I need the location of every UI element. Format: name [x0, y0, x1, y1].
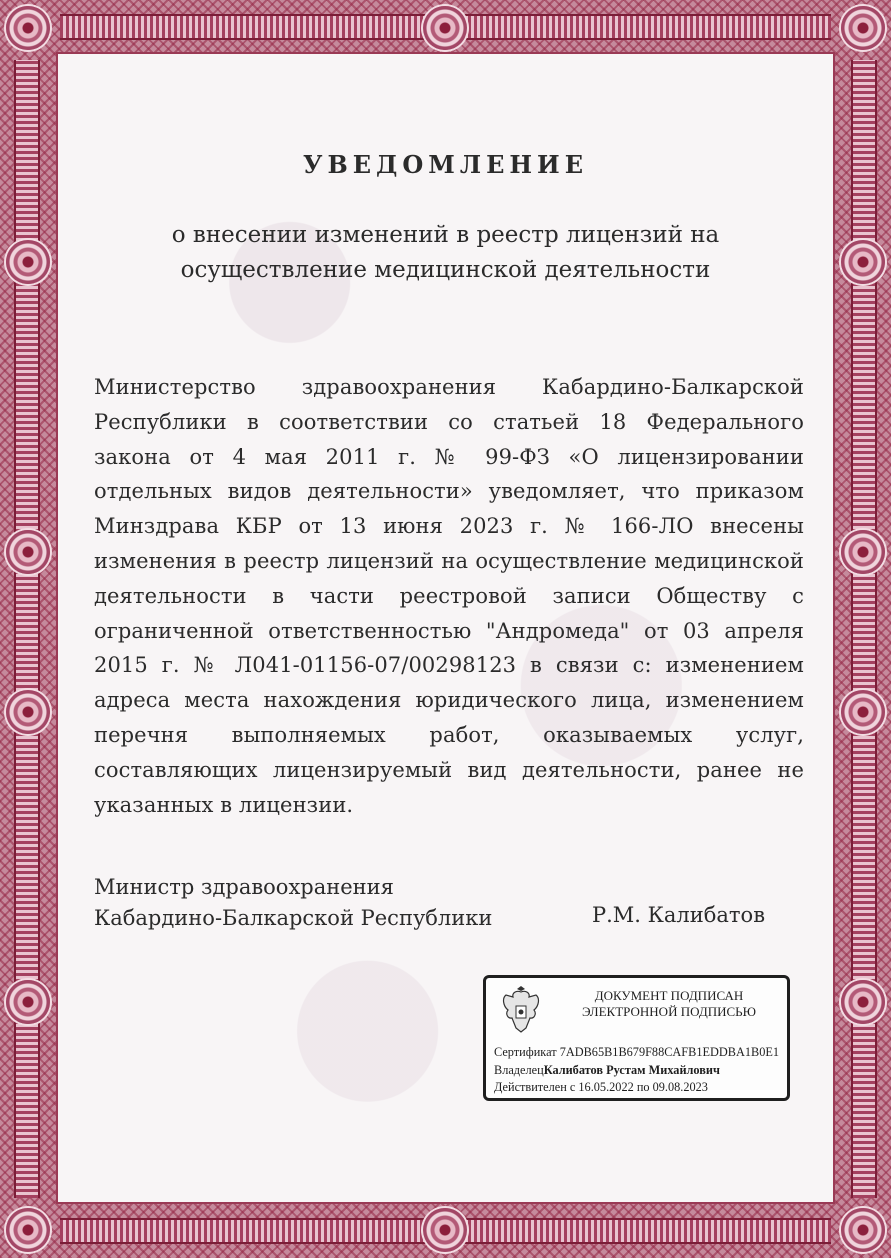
rosette-icon: [6, 980, 50, 1024]
border-band-right: [851, 60, 877, 1198]
signatory-position-line-2: Кабардино-Балкарской Республики: [94, 906, 493, 930]
rosette-icon: [841, 980, 885, 1024]
signatory-position-line-1: Министр здравоохранения: [94, 875, 394, 899]
coat-of-arms-icon: [498, 986, 544, 1036]
stamp-heading-line-2: ЭЛЕКТРОННОЙ ПОДПИСЬЮ: [582, 1004, 756, 1019]
signatory-position: [94, 872, 492, 934]
rosette-icon: [6, 690, 50, 734]
rosette-icon: [841, 690, 885, 734]
stamp-owner: [494, 1063, 790, 1078]
subtitle-line-2: осуществление медицинской деятельности: [180, 257, 711, 283]
rosette-icon: [841, 530, 885, 574]
subtitle-line-1: о внесении изменений в реестр лицензий на: [171, 222, 720, 248]
digital-signature-stamp: [483, 975, 790, 1101]
rosette-icon: [423, 1208, 467, 1252]
rosette-icon: [423, 6, 467, 50]
rosette-icon: [6, 6, 50, 50]
rosette-icon: [841, 1208, 885, 1252]
stamp-heading: [554, 988, 784, 1020]
signatory-name: Р.М. Калибатов: [592, 903, 766, 927]
stamp-certificate: [494, 1045, 790, 1060]
certificate-label: Сертификат: [494, 1045, 557, 1059]
certificate-value: 7ADB65B1B679F88CAFB1EDDBA1B0E1: [559, 1045, 780, 1059]
owner-label: Владелец: [494, 1063, 544, 1077]
stamp-validity: Действителен с 16.05.2022 по 09.08.2023: [494, 1080, 708, 1094]
owner-value: Калибатов Рустам Михайлович: [543, 1063, 720, 1077]
rosette-icon: [6, 530, 50, 574]
stamp-heading-line-1: ДОКУМЕНТ ПОДПИСАН: [594, 988, 744, 1003]
border-band-left: [14, 60, 40, 1198]
notice-body: Министерство здравоохранения Кабардино-Балкарской Республики в соответствии со статьей 18 Федерального закона от 4 мая 2011 г. № 99-ФЗ «О лицензировании отдельных видов деятельности» уведомляет, что приказом Минздрава КБР от 13 июня 2023 г. № 166-ЛО внесены изменения в реестр лицензий на осуществление медицинской деятельности в части реестровой записи Обществу с ограниченной ответственностью "Андромеда" от 03 апреля 2015 г. № Л041-01156-07/00298123 в связи с: изменением адреса места нахождения юридического лица, изменением перечня выполняемых работ, оказываемых услуг, составляющих лицензируемый вид деятельности, ранее не указанных в лицензии.: [94, 375, 804, 817]
rosette-icon: [841, 240, 885, 284]
rosette-icon: [841, 6, 885, 50]
document-subtitle: [120, 218, 771, 288]
rosette-icon: [6, 1208, 50, 1252]
rosette-icon: [6, 240, 50, 284]
document-title: УВЕДОМЛЕНИЕ: [302, 150, 589, 179]
